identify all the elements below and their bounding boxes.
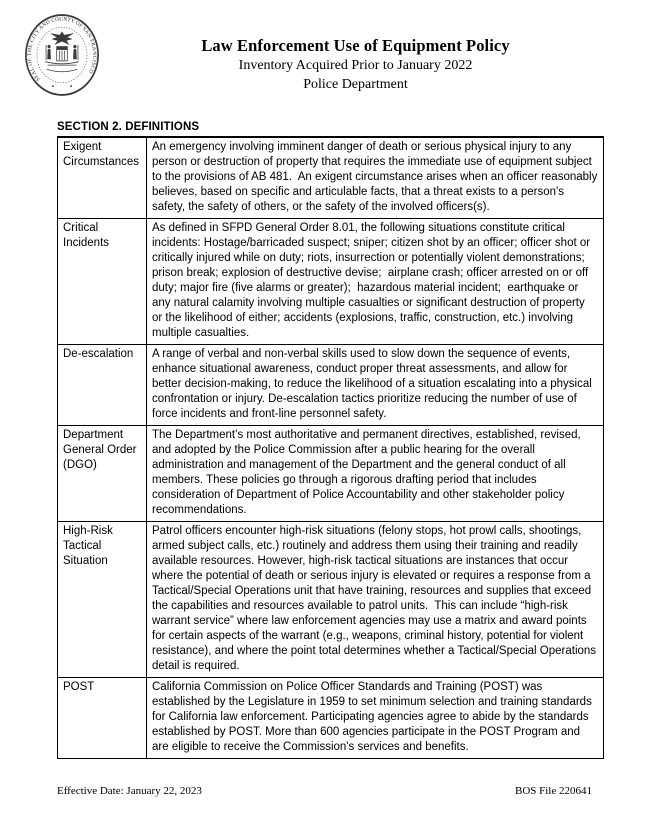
definition-cell: An emergency involving imminent danger of death or serious physical injury to any person or destruction of property that requires the immediate use of equipment subject to the provisions of AB 481. An exigent circumstance arises when an officer reasonably believes, based on specific and articulable facts, that a threat exists to a person's safety, the safety of others, or the safety of the involved officers(s).: [147, 137, 604, 219]
document-subtitle-inventory: Inventory Acquired Prior to January 2022: [238, 58, 473, 73]
table-row-department-general-order: [58, 426, 604, 522]
table-row-de-escalation: [58, 345, 604, 426]
table-row-exigent-circumstances: [58, 137, 604, 219]
document-subtitle-department: Police Department: [303, 77, 408, 92]
bos-file-text: BOS File 220641: [514, 785, 592, 797]
table-row-high-risk-tactical-situation: [58, 522, 604, 678]
effective-date-text: Effective Date: January 22, 2023: [57, 785, 202, 797]
term-cell: Department General Order (DGO): [58, 426, 147, 522]
term-cell: De-escalation: [58, 345, 147, 426]
definition-cell: A range of verbal and non-verbal skills used to slow down the sequence of events, enhance situational awareness, conduct proper threat assessments, and allow for better decision-making, to reduce the likelihood of a situation escalating into a physical confrontation or injury. De-escalation tactics prioritize reducing the number of use of force incidents and front-line personnel safety.: [147, 345, 604, 426]
definition-cell: As defined in SFPD General Order 8.01, the following situations constitute critical incidents: Hostage/barricaded suspect; sniper; citizen shot by an officer; officer shot or critically injured while on duty; riots, insurrection or potentially violent demonstrations; prison break; explosion of destructive devise; airplane crash; officer arrested on or off duty; major fire (five alarms or greater); hazardous material incident; earthquake or any natural calamity involving multiple casualties or significant destruction of property or the likelihood of either; accidents (explosions, traffic, construction, etc.) involving multiple casualties.: [147, 219, 604, 345]
definition-cell: The Department’s most authoritative and permanent directives, established, revised, and adopted by the Police Commission after a public hearing for the overall administration and management of the Department and the general conduct of all members. These policies go through a rigorous drafting period that includes consideration of Department of Police Accountability and other stakeholder policy recommendations.: [147, 426, 604, 522]
section-heading: SECTION 2. DEFINITIONS: [57, 121, 200, 133]
term-cell: Exigent Circumstances: [58, 137, 147, 219]
san-francisco-city-seal-icon: [24, 13, 100, 97]
page-footer: [57, 785, 592, 797]
definitions-table: [57, 136, 604, 759]
table-row-post: [58, 678, 604, 759]
document-title: Law Enforcement Use of Equipment Policy: [201, 36, 510, 55]
definition-cell: Patrol officers encounter high-risk situations (felony stops, hot prowl calls, shootings, armed subject calls, etc.) routinely and address them using their training and readily available resources. However, high-risk tactical situations are instances that occur where the potential of death or serious injury is elevated or requires a response from a Tactical/Special Operations unit that have training, resources and supplies that exceed the capabilities and resources available to patrol units. This can include “high-risk warrant service” where law enforcement agencies may use a matrix and award points for certain aspects of the warrant (e.g., weapons, criminal history, potential for violent resistance), and where the point total determines whether a Tactical/Special Operations detail is required.: [147, 522, 604, 678]
term-cell: POST: [58, 678, 147, 759]
seal-ring-text: SEAL OF THE CITY AND COUNTY OF SAN FRANCISCO: [27, 16, 98, 83]
definition-cell: California Commission on Police Officer Standards and Training (POST) was established by the Legislature in 1959 to set minimum selection and training standards for California law enforcement. Participating agencies agree to abide by the standards established by POST. More than 600 agencies participate in the POST Program and are eligible to receive the Commission's services and benefits.: [147, 678, 604, 759]
term-cell: High-Risk Tactical Situation: [58, 522, 147, 678]
term-cell: Critical Incidents: [58, 219, 147, 345]
table-row-critical-incidents: [58, 219, 604, 345]
